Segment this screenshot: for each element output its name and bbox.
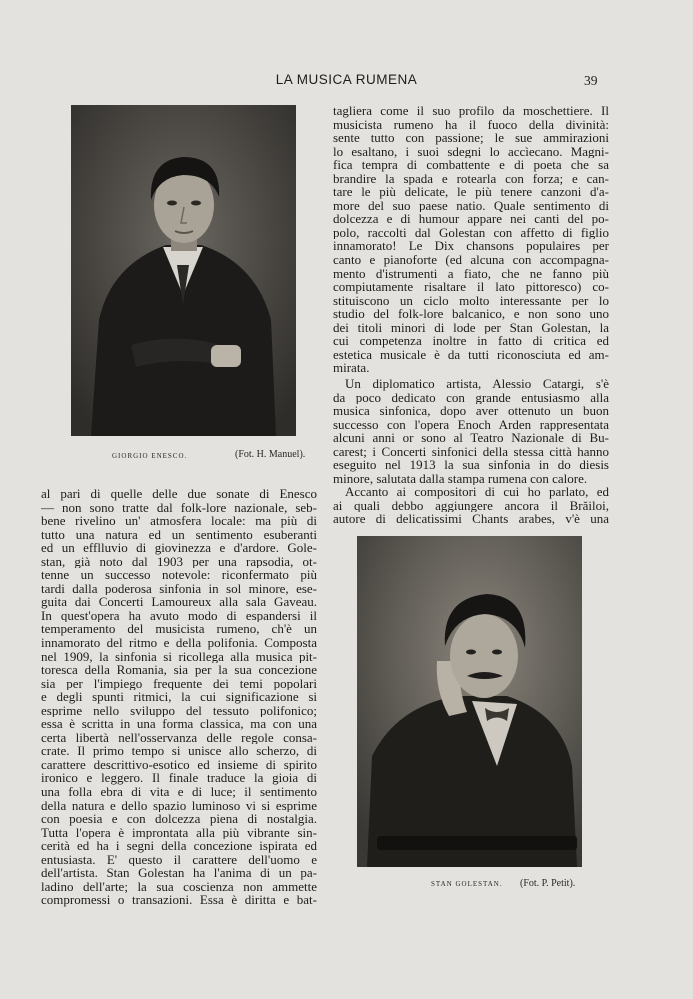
figure-caption-credit: (Fot. P. Petit). <box>520 878 576 889</box>
text-line: polo, raccolti dal Golestan con affetto di figlio <box>333 225 609 240</box>
text-line: minore, salutata dalla stampa rumena con calore. <box>333 471 588 486</box>
text-line: estetica musicale è da tutti riconosciuta ed am- <box>333 347 609 362</box>
text-line: compiutamente risaltare il lato pittoresco) co- <box>333 280 609 294</box>
text-line: ed un efflluvio di giovinezza e d'ardore. Gole- <box>41 541 317 555</box>
text-line: Tutta l'opera è improntata alla più vibrante sin- <box>41 825 317 840</box>
text-line: Un diplomatico artista, Alessio Catargi, s'è <box>345 377 609 391</box>
text-line: temperamento del musicista rumeno, ch'è un <box>41 622 317 637</box>
portrait-golestan-image <box>357 536 582 867</box>
text-line: tagliera come il suo profilo da moschettiere. Il <box>333 104 609 118</box>
running-title: LA MUSICA RUMENA <box>275 72 418 87</box>
text-line: da poco dedicato con grande entusiasmo alla <box>333 390 609 405</box>
text-line: bene rivelino un' atmosfera locale: ma più di <box>41 514 317 528</box>
text-line: carest; i Concerti sinfonici della stessa città hanno <box>333 444 609 459</box>
text-line: e degli spunti ritmici, la cui significazione si <box>41 690 317 704</box>
text-line: successo con l'opera Enoch Arden rappresentata <box>333 417 609 432</box>
figure-caption-name: STAN GOLESTAN. <box>431 880 503 888</box>
text-line: mirata. <box>333 361 370 375</box>
text-line: Accanto ai compositori di cui ho parlato, ed <box>345 485 609 499</box>
text-line: brandire la spada e rotearla con forza; e can- <box>333 171 609 186</box>
text-line: canto e pianoforte (ed alcuna con accompagna- <box>333 253 609 267</box>
text-line: fica tempra di combattente e di poeta che sa <box>333 158 609 172</box>
text-line: una folla ebra di vita e di luce; il sentimento <box>41 785 317 799</box>
page-number: 39 <box>584 73 598 88</box>
text-line: toresca della Romania, sia per la sua concezione <box>41 663 317 677</box>
text-line: innamorato! Le Dix chansons populaires per <box>333 239 609 254</box>
text-line: In quest'opera ha avuto modo di espandersi il <box>41 608 317 623</box>
figure-caption-name: GIORGIO ENESCO. <box>112 452 188 460</box>
text-line: musicista rumeno ha il fuoco della divinità: <box>333 117 609 132</box>
text-line: musica sinfonica, dopo aver ottenuto un buon <box>333 404 609 418</box>
text-line: essa è scritta in una forma classica, ma con una <box>41 717 317 731</box>
text-line: innamorato del ritmo e della polifonia. Composta <box>41 636 317 650</box>
text-line: al pari di quelle delle due sonate di Enesco <box>41 487 317 501</box>
text-line: della natura e dello spazio luminoso vi si esprime <box>41 798 317 813</box>
text-line: more del suo paese natio. Quale sentimento di <box>333 198 609 213</box>
text-line: eseguito nel 1913 la sua sinfonia in do diesis <box>333 458 609 472</box>
text-line: dolcezza e di humour appare nei canti del po- <box>333 212 609 226</box>
text-line: carattere descrittivo-esotico ed insieme di spirito <box>41 757 317 772</box>
text-line: cui competenza inoltre in fatto di critica ed <box>333 334 609 348</box>
text-line: — non sono tratte dal folk-lore nazionale, seb- <box>41 500 317 515</box>
text-line: tenne un successo notevole: riconfermato più <box>41 568 317 582</box>
text-line: guita dai Concerti Lamoureux alla sala Gaveau. <box>41 595 317 609</box>
text-line: studio del folk-lore balcanico, e non sono uno <box>333 307 609 321</box>
text-line: cerità ed ha i segni della concezione ispirata ed <box>41 839 317 853</box>
text-line: ladino dell'arte; la sua coscienza non ammette <box>41 879 317 894</box>
text-line: tare le più delicate, le più tenere canzoni d'a- <box>333 185 609 199</box>
text-line: dei titoli minori di lode per Stan Golestan, la <box>333 320 609 335</box>
text-line: alcuni anni or sono al Teatro Nazionale di Bu- <box>333 431 609 445</box>
portrait-photo-enesco <box>71 105 296 436</box>
portrait-photo-golestan <box>357 536 582 867</box>
text-line: sia per l'impiego frequente dei temi popolari <box>41 676 317 691</box>
text-line: tutto una natura ed un sentimento esuberanti <box>41 527 317 542</box>
text-line: ironico e leggero. Il finale traduce la gioia di <box>41 771 317 786</box>
text-line: compromessi o transazioni. Essa è diritta e bat- <box>41 893 317 907</box>
text-line: lo esaltano, i suoi sdegni lo accìecano. Magni- <box>333 144 609 159</box>
left-column-text <box>41 487 317 907</box>
text-line: entusiasta. E' questo il carattere dell'uomo e <box>41 852 317 867</box>
right-column-top-text <box>333 104 609 375</box>
text-line: ai quali debbo aggiungere ancora il Brăiloi, <box>333 498 609 513</box>
text-line: stituiscono un ciclo molto interessante per lo <box>333 293 609 308</box>
text-line: crate. Il primo tempo si unisce allo scherzo, di <box>41 744 317 758</box>
text-line: esprime nello sviluppo del tessuto polifonico; <box>41 703 317 718</box>
text-line: tardi dalla poderosa sinfonia in sol minore, ese- <box>41 581 317 596</box>
text-line: stan, già noto dal 1903 per una rapsodia, ot- <box>41 554 317 569</box>
text-line: mento d'istrumenti a fiato, che ne fanno più <box>333 266 609 281</box>
text-line: con poesia e con dolcezza piena di nostalgia. <box>41 812 317 826</box>
text-line: autore di delicatissimi Chants arabes, v'è una <box>333 512 609 527</box>
portrait-enesco-image <box>71 105 296 436</box>
text-line: certa libertà nell'osservanza delle regole consa- <box>41 730 317 745</box>
right-column-bottom-text <box>333 377 609 526</box>
text-line: sente tutto con passione; le sue ammirazioni <box>333 131 609 145</box>
figure-caption-credit: (Fot. H. Manuel). <box>235 449 306 460</box>
text-line: nel 1909, la sinfonia si ricollega alla musica pit- <box>41 649 317 664</box>
text-line: dell'artista. Stan Golestan ha l'anima di un pa- <box>41 866 317 880</box>
